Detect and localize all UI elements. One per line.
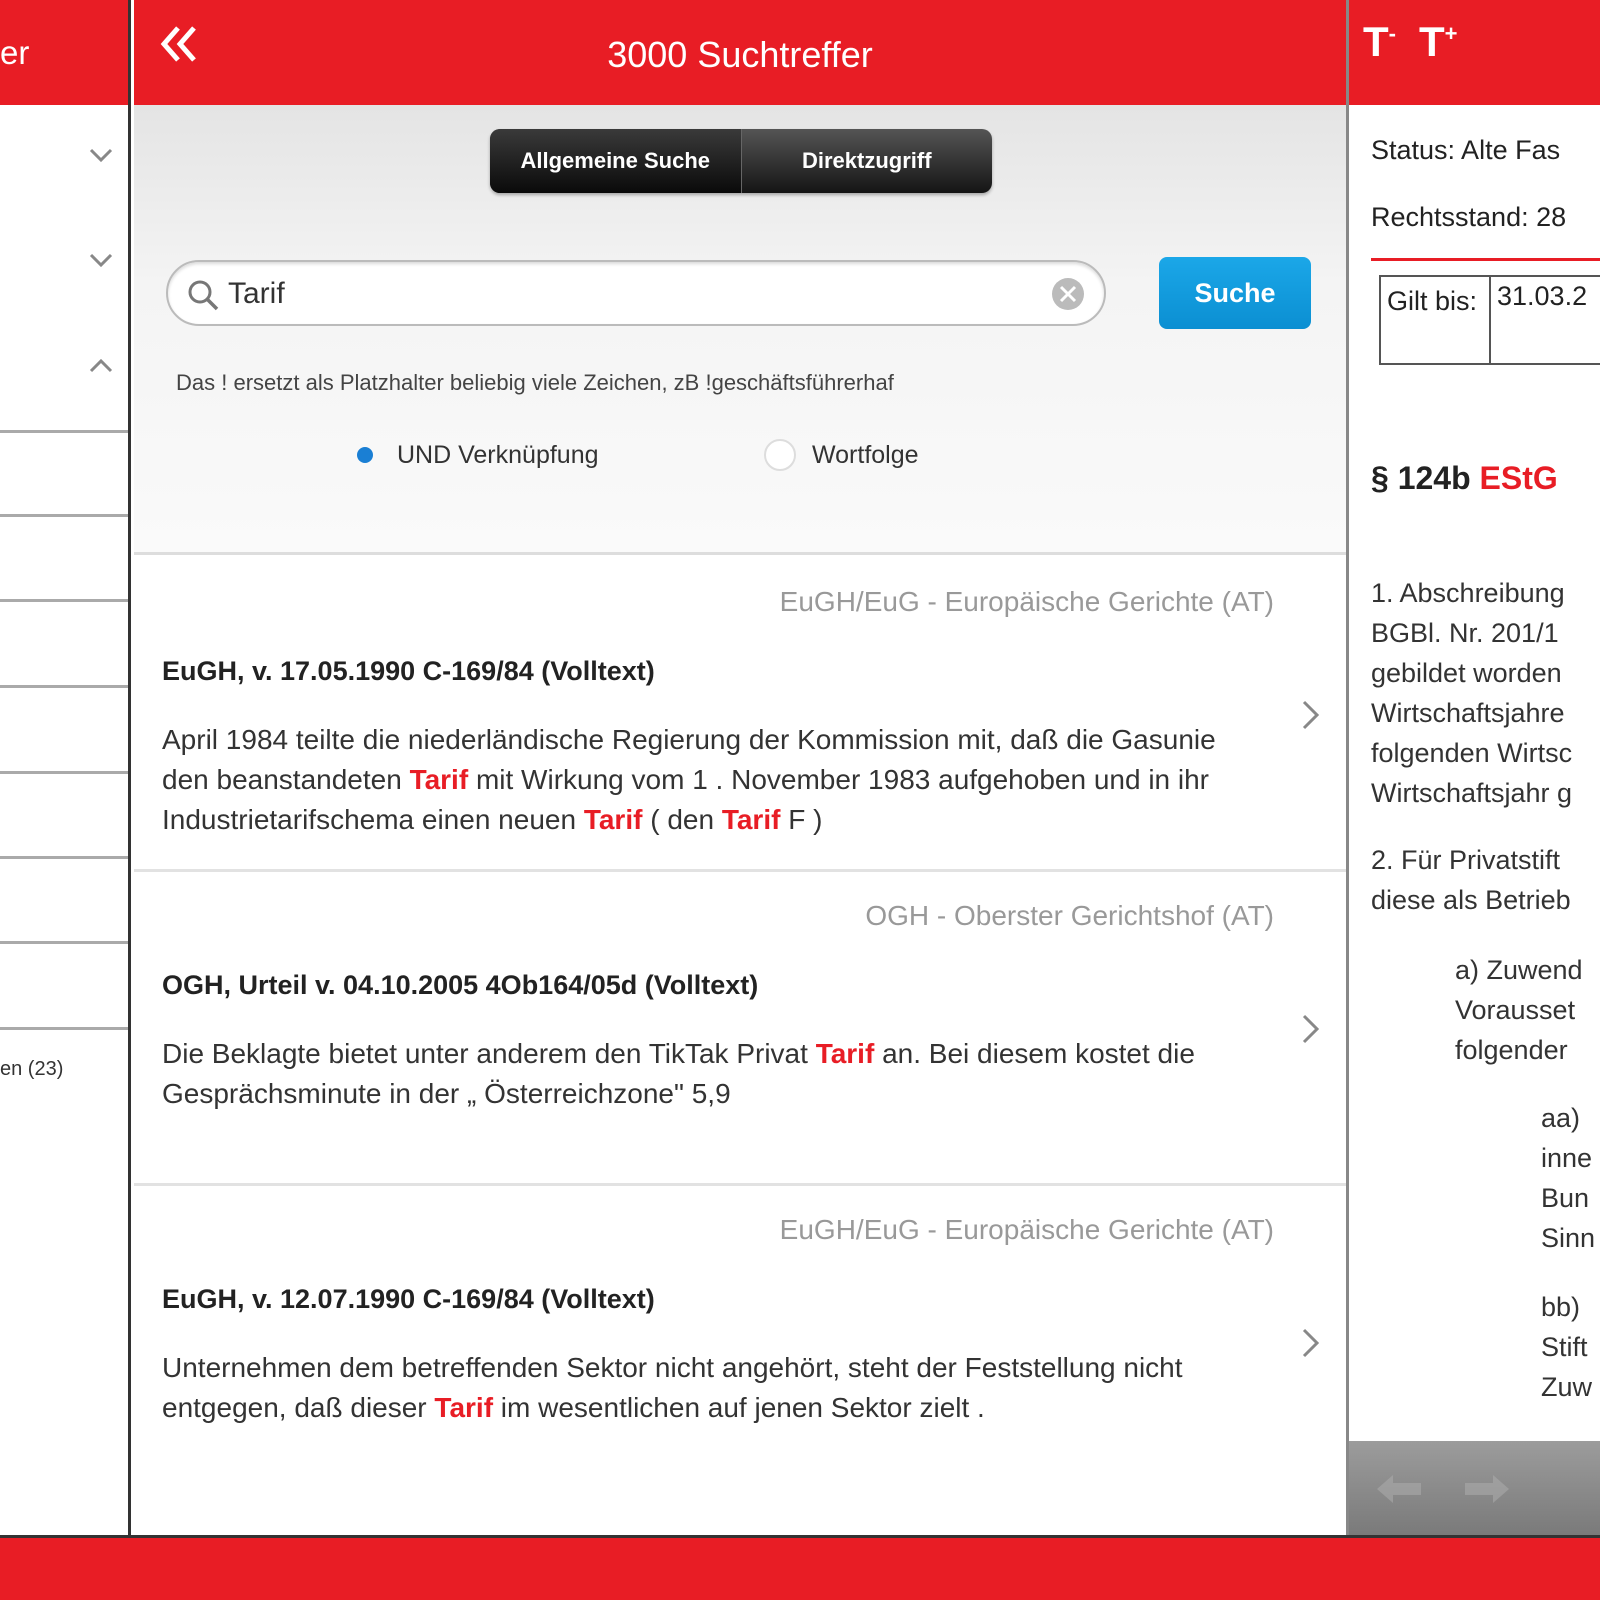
- divider: [1371, 258, 1600, 261]
- search-input[interactable]: [228, 272, 1028, 316]
- chevron-up-icon[interactable]: [88, 353, 114, 379]
- chevron-right-icon: [1300, 698, 1322, 732]
- text-larger-button[interactable]: T+: [1419, 18, 1458, 65]
- document-text-line: Zuw: [1541, 1372, 1593, 1402]
- search-field: [166, 260, 1106, 326]
- results-list: [134, 558, 1346, 1500]
- arrow-right-icon[interactable]: [1461, 1471, 1513, 1507]
- document-pane: [1346, 0, 1600, 1535]
- segment-direct-access[interactable]: Direktzugriff: [801, 148, 932, 173]
- document-text-line: Bun: [1541, 1183, 1590, 1213]
- chevron-right-icon: [1300, 1326, 1322, 1360]
- highlight-term: Tarif: [434, 1392, 494, 1423]
- document-text-line: Stift: [1541, 1332, 1588, 1362]
- list-divider: [0, 941, 128, 944]
- search-icon: [186, 278, 220, 312]
- document-text-line: bb): [1541, 1292, 1581, 1322]
- arrow-left-icon[interactable]: [1373, 1471, 1425, 1507]
- snippet-text: April 1984 teilte die niederländische Regierung der Kommission mit, daß die Gasunie den beanstandeten: [162, 724, 1216, 795]
- result-snippet: [162, 720, 1262, 840]
- bottom-bar: [0, 1535, 1600, 1600]
- document-text-line: Wirtschaftsjahr g: [1371, 778, 1573, 808]
- result-source: EuGH/EuG - Europäische Gerichte (AT): [779, 1214, 1274, 1245]
- radio-selected-icon: [349, 439, 381, 471]
- text-smaller-button[interactable]: T-: [1363, 18, 1396, 65]
- document-text-line: gebildet worden: [1371, 658, 1562, 688]
- list-divider: [0, 514, 128, 517]
- snippet-text: mit Wirkung vom 1 . November 1983 aufgehoben und in ihr Industrietarifschema einen neuen: [162, 764, 1210, 835]
- document-text-block: [1541, 1287, 1592, 1407]
- chevron-down-icon[interactable]: [88, 142, 114, 168]
- validity-date: 31.03.2: [1497, 281, 1588, 311]
- clear-icon[interactable]: [1050, 276, 1086, 312]
- result-row[interactable]: [134, 1186, 1346, 1500]
- result-source: EuGH/EuG - Europäische Gerichte (AT): [779, 586, 1274, 617]
- document-header: [1349, 0, 1600, 105]
- text-size-label: T: [1363, 18, 1389, 65]
- list-divider: [0, 685, 128, 688]
- snippet-text: ( den: [642, 804, 722, 835]
- validity-table: [1379, 275, 1600, 365]
- document-text-line: aa): [1541, 1103, 1581, 1133]
- search-mode-segmented-control: [490, 129, 992, 193]
- result-row[interactable]: [134, 872, 1346, 1186]
- document-text-line: inne: [1541, 1143, 1593, 1173]
- snippet-text: F ): [780, 804, 823, 835]
- document-text-block: [1371, 840, 1571, 920]
- highlight-term: Tarif: [721, 804, 781, 835]
- highlight-term: Tarif: [409, 764, 469, 795]
- list-divider: [0, 856, 128, 859]
- result-snippet: [162, 1348, 1262, 1428]
- search-button[interactable]: Suche: [1159, 257, 1311, 329]
- radio-and-link[interactable]: [349, 439, 599, 471]
- document-text-line: Wirtschaftsjahre: [1371, 698, 1565, 728]
- document-legal-status: Rechtsstand: 28: [1371, 202, 1567, 232]
- document-text-line: diese als Betrieb: [1371, 885, 1571, 915]
- result-title: EuGH, v. 12.07.1990 C-169/84 (Volltext): [162, 1284, 655, 1314]
- selection-marker: [128, 740, 131, 800]
- validity-label: Gilt bis:: [1381, 277, 1491, 363]
- segment-general-search[interactable]: Allgemeine Suche: [490, 129, 741, 193]
- snippet-text: im wesentlichen auf jenen Sektor zielt .: [493, 1392, 985, 1423]
- document-text-line: Sinn: [1541, 1223, 1596, 1253]
- left-pane: [0, 0, 131, 1535]
- list-divider: [0, 430, 128, 433]
- document-text-block: [1371, 573, 1572, 813]
- result-snippet: [162, 1034, 1262, 1114]
- page-title: 3000 Suchtreffer: [607, 34, 873, 75]
- list-divider: [0, 1027, 128, 1030]
- snippet-text: Die Beklagte bietet unter anderem den TikTak Privat: [162, 1038, 816, 1069]
- highlight-term: Tarif: [815, 1038, 875, 1069]
- radio-word-order[interactable]: [764, 439, 919, 471]
- left-header-title: er: [0, 34, 30, 71]
- left-list-item-count[interactable]: en (23): [0, 1058, 64, 1080]
- chevron-right-icon: [1300, 1012, 1322, 1046]
- result-title: OGH, Urteil v. 04.10.2005 4Ob164/05d (Volltext): [162, 970, 759, 1000]
- snippet-text: an. Bei diesem kostet die Gesprächsminute in der „ Österreichzone" 5,9: [162, 1038, 1195, 1109]
- document-text-line: folgender: [1455, 1035, 1568, 1065]
- list-divider: [0, 771, 128, 774]
- chevron-down-icon[interactable]: [88, 247, 114, 273]
- paragraph-heading: [1371, 460, 1558, 497]
- document-status: Status: Alte Fas: [1371, 135, 1561, 165]
- left-header: [0, 0, 131, 105]
- center-header: [134, 0, 1346, 105]
- search-hint-text: Das ! ersetzt als Platzhalter beliebig viele Zeichen, zB !geschäftsführerhaf: [176, 370, 894, 395]
- result-title: EuGH, v. 17.05.1990 C-169/84 (Volltext): [162, 656, 655, 686]
- search-panel: [134, 105, 1346, 555]
- radio-unselected-icon: [764, 439, 796, 471]
- document-toolbar: [1349, 1441, 1600, 1535]
- list-divider: [0, 599, 128, 602]
- document-text-line: Vorausset: [1455, 995, 1576, 1025]
- result-source: OGH - Oberster Gerichtshof (AT): [865, 900, 1274, 931]
- document-text-line: 2. Für Privatstift: [1371, 845, 1561, 875]
- document-text-line: a) Zuwend: [1455, 955, 1583, 985]
- radio-label: Wortfolge: [812, 440, 919, 469]
- snippet-text: Unternehmen dem betreffenden Sektor nicht angehört, steht der Feststellung nicht entgegen, daß dieser: [162, 1352, 1183, 1423]
- result-row[interactable]: [134, 558, 1346, 872]
- highlight-term: Tarif: [583, 804, 643, 835]
- document-text-block: [1455, 950, 1583, 1070]
- radio-label: UND Verknüpfung: [397, 440, 599, 469]
- text-size-label: T: [1419, 18, 1445, 65]
- law-link[interactable]: EStG: [1479, 460, 1558, 496]
- document-text-line: folgenden Wirtsc: [1371, 738, 1573, 768]
- paragraph-number: § 124b: [1371, 460, 1471, 496]
- document-text-line: 1. Abschreibung: [1371, 578, 1565, 608]
- selection-marker: [128, 1030, 131, 1130]
- document-text-line: BGBl. Nr. 201/1: [1371, 618, 1559, 648]
- center-pane: [134, 0, 1346, 1535]
- document-text-block: [1541, 1098, 1595, 1258]
- selection-marker: [128, 120, 131, 230]
